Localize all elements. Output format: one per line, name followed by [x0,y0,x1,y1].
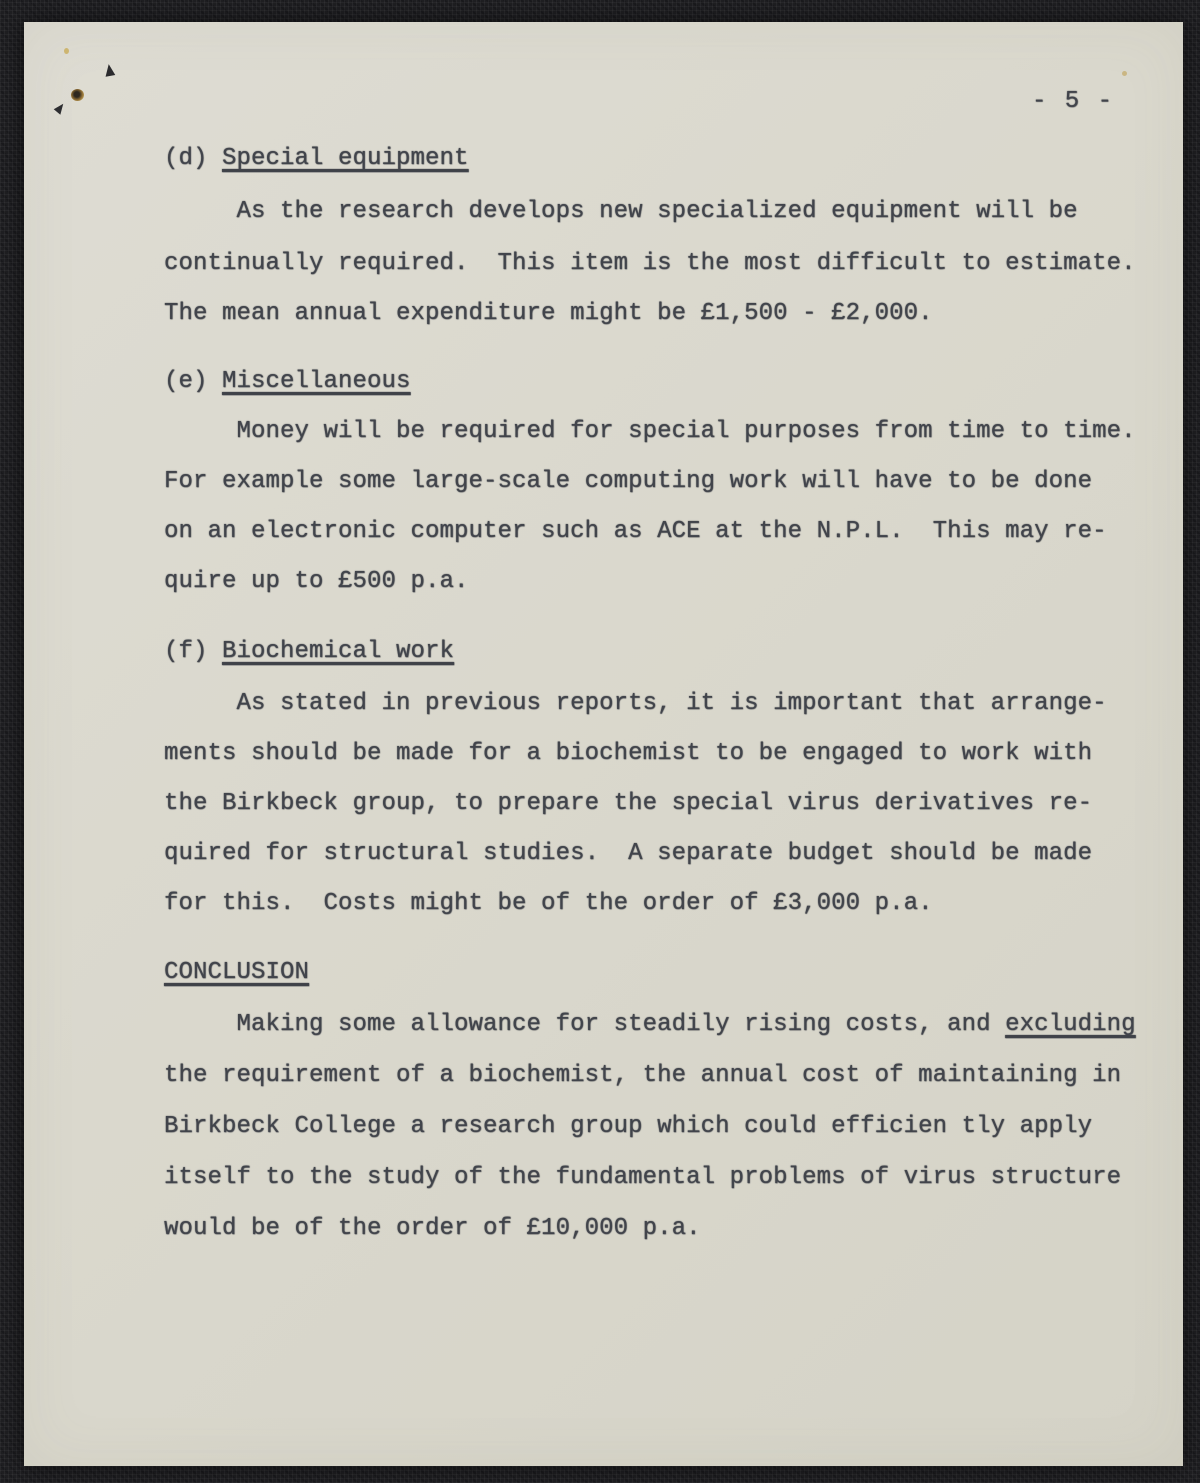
section-d-heading [164,145,469,173]
section-e-heading [164,368,411,396]
conclusion-title: CONCLUSION [164,959,310,986]
paper-hole-speck [71,89,84,101]
conclusion-line1-text: Making some allowance for steadily rising costs, and [164,1011,1006,1038]
text-line: Money will be required for special purposes from time to time. [164,418,1136,445]
text-line: As the research develops new specialized equipment will be [164,198,1078,225]
document-page [24,22,1183,1466]
section-d-label: (d) [164,145,223,172]
text-line: on an electronic computer such as ACE at the N.P.L. This may re- [164,518,1107,545]
paper-speck [106,64,118,79]
text-line [164,1011,1136,1039]
paper-speck [64,48,69,54]
text-line: for this. Costs might be of the order of £3,000 p.a. [164,890,933,917]
section-e-label: (e) [164,368,223,395]
section-f-title: Biochemical work [222,638,455,665]
text-line: For example some large-scale computing work will have to be done [164,468,1093,495]
section-e-title: Miscellaneous [222,368,411,395]
text-line: ments should be made for a biochemist to be engaged to work with [164,740,1093,767]
text-line: quire up to £500 p.a. [164,568,469,595]
paper-speck [1122,71,1127,76]
text-line: As stated in previous reports, it is important that arrange- [164,690,1107,717]
page-number: - 5 - [1032,88,1115,115]
text-line: the Birkbeck group, to prepare the special virus derivatives re- [164,790,1093,817]
conclusion-heading [164,959,309,987]
text-line: quired for structural studies. A separate budget should be made [164,840,1093,867]
section-d-title: Special equipment [222,145,469,172]
text-line: would be of the order of £10,000 p.a. [164,1215,701,1242]
text-line: the requirement of a biochemist, the annual cost of maintaining in [164,1062,1122,1089]
section-f-label: (f) [164,638,223,665]
text-line: The mean annual expenditure might be £1,500 - £2,000. [164,300,933,327]
text-line: continually required. This item is the most difficult to estimate. [164,250,1136,277]
text-line: Birkbeck College a research group which could efficien tly apply [164,1113,1093,1140]
conclusion-underlined-word: excluding [1005,1011,1136,1038]
section-f-heading [164,638,454,666]
text-line: itself to the study of the fundamental problems of virus structure [164,1164,1122,1191]
paper-speck [54,104,68,116]
